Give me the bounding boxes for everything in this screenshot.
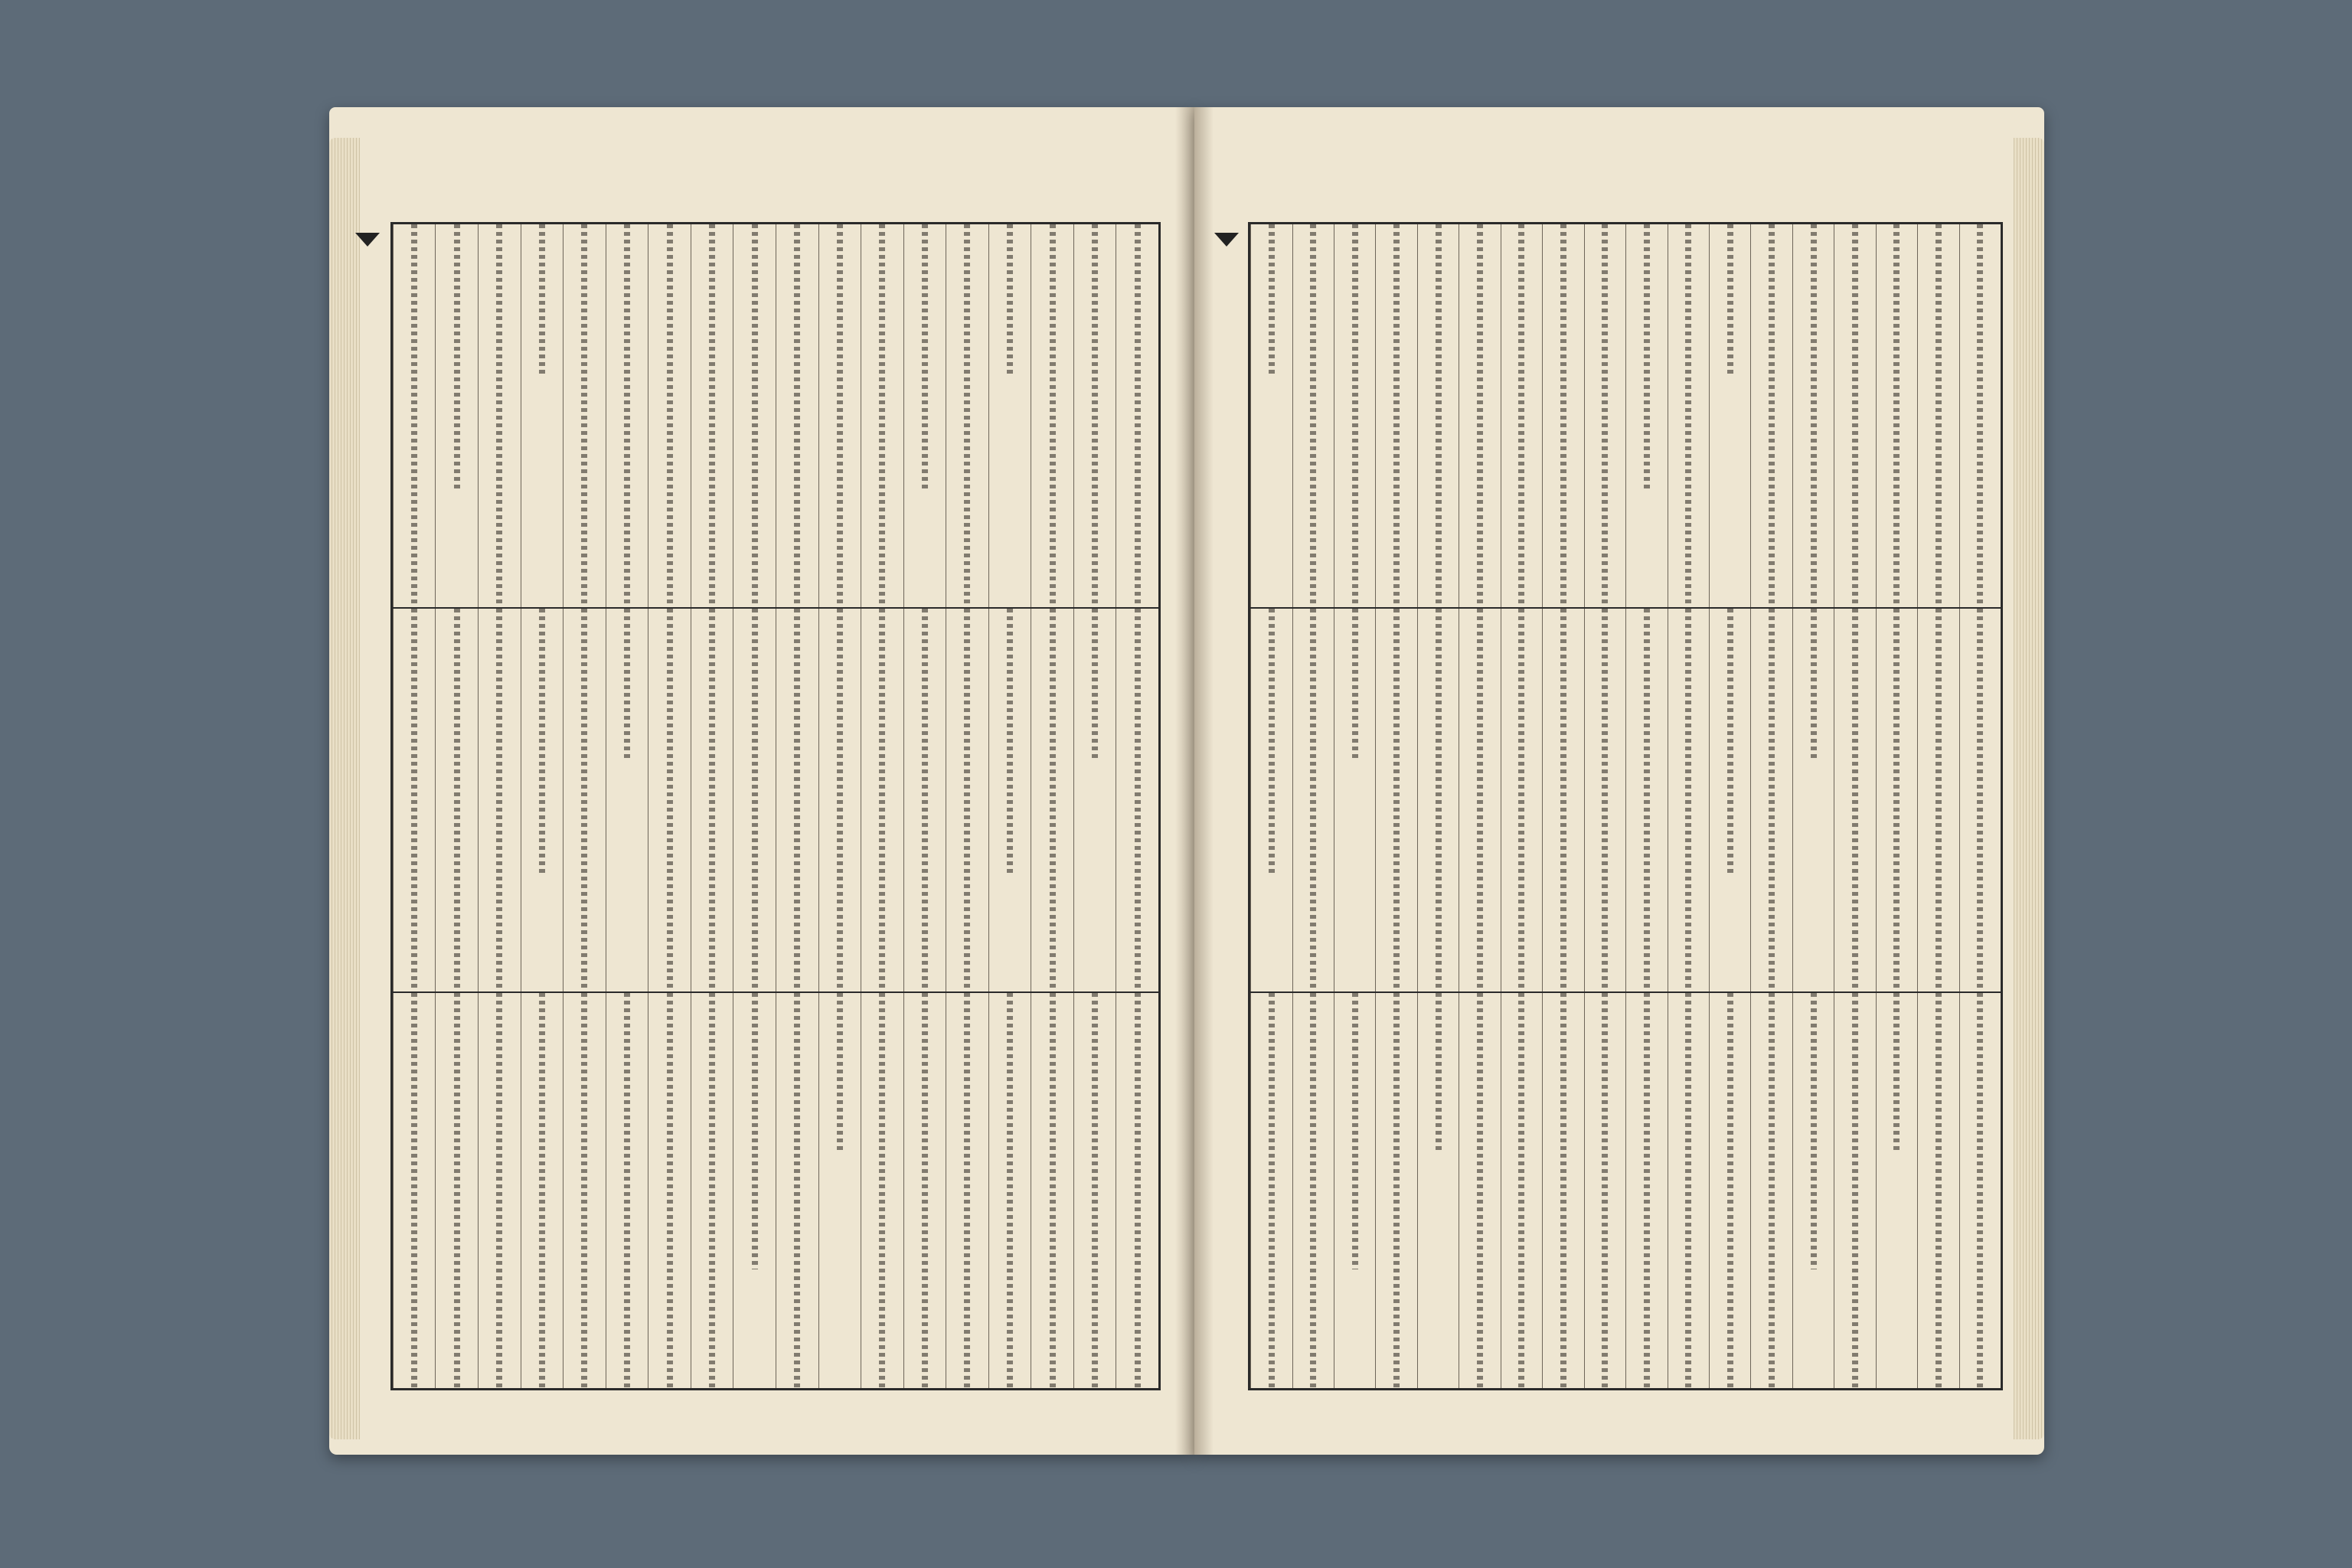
- text-column: [393, 609, 435, 991]
- text-column: [1334, 224, 1375, 607]
- text-column: [1750, 993, 1792, 1388]
- text-column: [1501, 993, 1542, 1388]
- text-column: [1834, 993, 1875, 1388]
- text-column: [1917, 993, 1958, 1388]
- text-column: [946, 224, 988, 607]
- text-column: [988, 609, 1031, 991]
- text-column: [776, 993, 818, 1388]
- left-band-middle: [393, 609, 1158, 991]
- text-column: [733, 609, 776, 991]
- text-column: [818, 224, 861, 607]
- fishtail-mark: [355, 233, 380, 247]
- right-band-top: [1250, 224, 2001, 607]
- open-book: [306, 107, 2052, 1478]
- right-band-middle: [1250, 609, 2001, 991]
- text-column: [478, 993, 521, 1388]
- text-column: [1668, 609, 1709, 991]
- text-column: [563, 609, 606, 991]
- text-column: [1459, 224, 1500, 607]
- text-column: [1917, 224, 1958, 607]
- text-column: [1031, 224, 1073, 607]
- text-column: [946, 993, 988, 1388]
- text-column: [1709, 993, 1750, 1388]
- text-column: [1459, 609, 1500, 991]
- text-column: [1292, 609, 1334, 991]
- text-column: [1709, 224, 1750, 607]
- text-column: [435, 224, 478, 607]
- text-column: [1834, 609, 1875, 991]
- text-column: [1073, 993, 1116, 1388]
- text-column: [1542, 993, 1583, 1388]
- text-column: [1750, 609, 1792, 991]
- text-column: [1792, 993, 1834, 1388]
- text-column: [988, 993, 1031, 1388]
- left-text-frame: [390, 222, 1161, 1390]
- text-column: [1834, 224, 1875, 607]
- text-column: [648, 993, 691, 1388]
- text-column: [1501, 609, 1542, 991]
- text-column: [1250, 224, 1292, 607]
- text-column: [903, 993, 946, 1388]
- text-column: [1625, 993, 1667, 1388]
- text-column: [521, 609, 564, 991]
- text-column: [1116, 224, 1158, 607]
- text-column: [606, 224, 648, 607]
- text-column: [1625, 609, 1667, 991]
- text-column: [988, 224, 1031, 607]
- text-column: [563, 993, 606, 1388]
- text-column: [1417, 993, 1459, 1388]
- text-column: [1501, 224, 1542, 607]
- left-title-strip: [351, 222, 384, 1386]
- text-column: [1073, 609, 1116, 991]
- text-column: [1292, 224, 1334, 607]
- text-column: [1542, 224, 1583, 607]
- text-column: [733, 224, 776, 607]
- left-band-bottom: [393, 993, 1158, 1388]
- text-column: [1292, 993, 1334, 1388]
- text-column: [1959, 609, 2001, 991]
- text-column: [1116, 609, 1158, 991]
- text-column: [776, 609, 818, 991]
- text-column: [691, 224, 733, 607]
- text-column: [818, 993, 861, 1388]
- text-column: [606, 609, 648, 991]
- text-column: [861, 609, 903, 991]
- text-column: [1375, 224, 1416, 607]
- text-column: [1073, 224, 1116, 607]
- text-column: [1334, 993, 1375, 1388]
- text-column: [1334, 609, 1375, 991]
- text-column: [691, 993, 733, 1388]
- fishtail-mark: [1214, 233, 1239, 247]
- text-column: [1876, 609, 1917, 991]
- text-column: [521, 224, 564, 607]
- text-column: [903, 609, 946, 991]
- text-column: [1792, 224, 1834, 607]
- text-column: [1668, 224, 1709, 607]
- text-column: [435, 609, 478, 991]
- text-column: [393, 993, 435, 1388]
- left-band-top: [393, 224, 1158, 607]
- text-column: [861, 993, 903, 1388]
- text-column: [1917, 609, 1958, 991]
- text-column: [1959, 224, 2001, 607]
- text-column: [1250, 993, 1292, 1388]
- text-column: [1792, 609, 1834, 991]
- text-column: [1417, 609, 1459, 991]
- right-band-bottom: [1250, 993, 2001, 1388]
- text-column: [861, 224, 903, 607]
- text-column: [1116, 993, 1158, 1388]
- text-column: [1625, 224, 1667, 607]
- text-column: [1031, 609, 1073, 991]
- text-column: [648, 609, 691, 991]
- text-column: [1584, 224, 1625, 607]
- text-column: [1584, 609, 1625, 991]
- text-column: [1876, 224, 1917, 607]
- text-column: [1542, 609, 1583, 991]
- text-column: [1031, 993, 1073, 1388]
- text-column: [1459, 993, 1500, 1388]
- text-column: [1584, 993, 1625, 1388]
- text-column: [1250, 609, 1292, 991]
- text-column: [1375, 993, 1416, 1388]
- text-column: [1750, 224, 1792, 607]
- text-column: [563, 224, 606, 607]
- right-page-edges: [2014, 138, 2044, 1439]
- text-column: [691, 609, 733, 991]
- text-column: [776, 224, 818, 607]
- text-column: [1876, 993, 1917, 1388]
- text-column: [903, 224, 946, 607]
- text-column: [521, 993, 564, 1388]
- text-column: [606, 993, 648, 1388]
- text-column: [478, 609, 521, 991]
- text-column: [1959, 993, 2001, 1388]
- text-column: [393, 224, 435, 607]
- text-column: [1417, 224, 1459, 607]
- right-title-strip: [1210, 222, 1243, 1386]
- text-column: [435, 993, 478, 1388]
- text-column: [478, 224, 521, 607]
- right-text-frame: [1248, 222, 2003, 1390]
- text-column: [1668, 993, 1709, 1388]
- text-column: [946, 609, 988, 991]
- text-column: [1375, 609, 1416, 991]
- text-column: [1709, 609, 1750, 991]
- text-column: [818, 609, 861, 991]
- text-column: [648, 224, 691, 607]
- book-gutter: [1175, 107, 1214, 1455]
- text-column: [733, 993, 776, 1388]
